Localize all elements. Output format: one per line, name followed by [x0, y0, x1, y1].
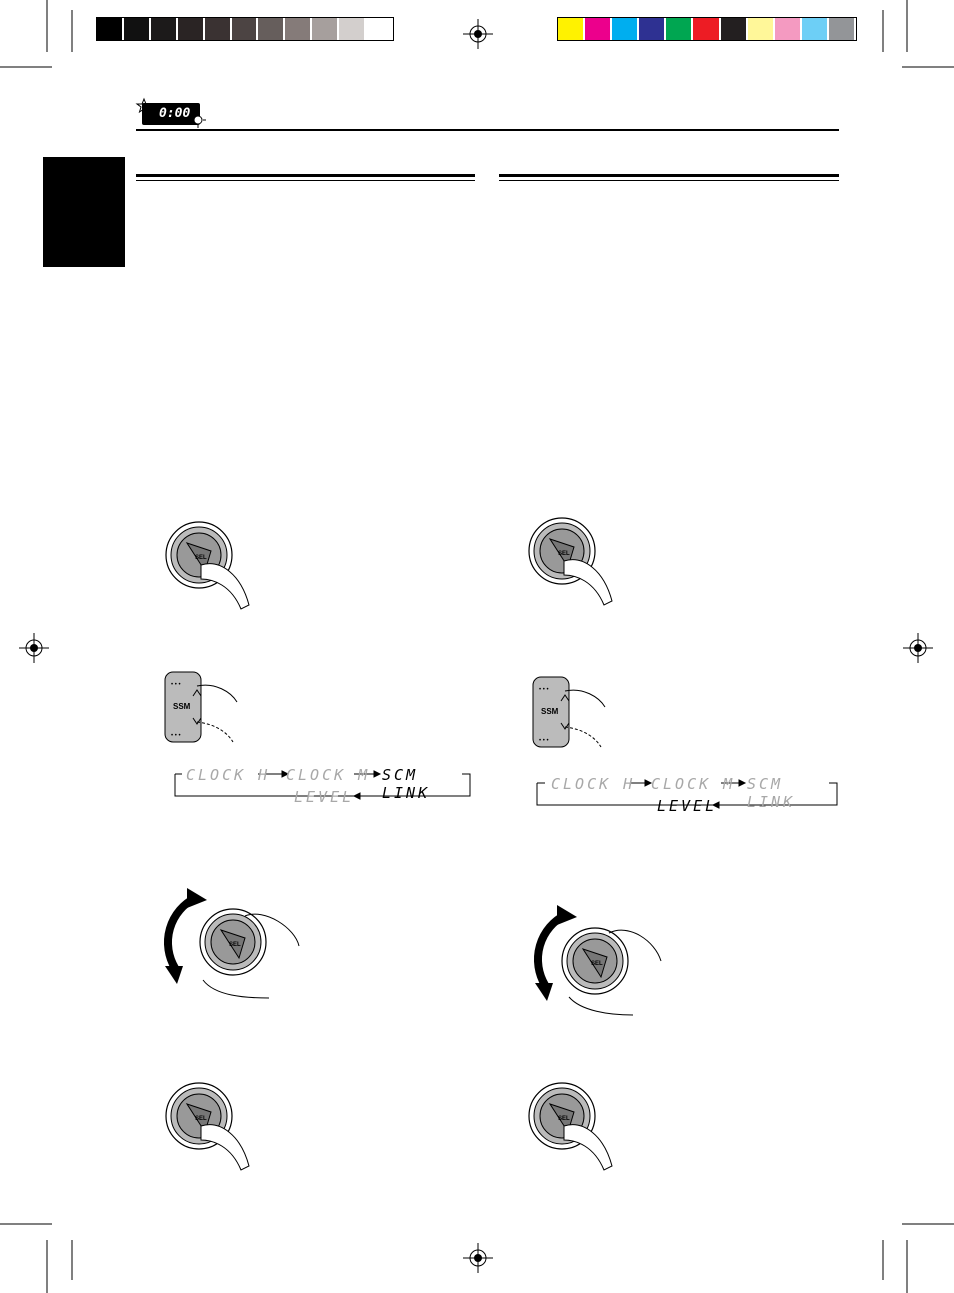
right-flow-diagram [535, 771, 840, 815]
right-flow-scm-link: SCM LINK [747, 775, 796, 811]
left-flow-clock-m: CLOCK M [286, 766, 371, 784]
left-section-rule-thin [136, 180, 475, 181]
gear-icon [190, 112, 206, 128]
left-flow-diagram [170, 762, 475, 806]
right-step1-press-knob [528, 517, 628, 607]
right-step4-press-knob [528, 1082, 628, 1172]
left-flow-level: LEVEL [294, 788, 355, 806]
left-section-rule [136, 174, 475, 177]
right-section-rule [499, 174, 839, 177]
left-flow-scm-link: SCM LINK [382, 766, 431, 802]
right-flow-clock-h: CLOCK H [551, 775, 636, 793]
registration-target-left [19, 633, 49, 663]
header-rule [136, 129, 839, 131]
left-step2-ssm-buttons [165, 672, 255, 752]
left-step4-press-knob [165, 1082, 265, 1172]
left-step3-rotate-knob [165, 888, 305, 998]
language-side-tab [43, 157, 125, 267]
registration-target-right [903, 633, 933, 663]
right-step3-rotate-knob [535, 905, 675, 1015]
clock-badge: 0:00 [142, 103, 200, 125]
registration-target-top [463, 19, 493, 49]
right-step2-ssm-buttons [533, 677, 623, 757]
left-step1-press-knob [165, 521, 265, 611]
right-flow-level: LEVEL [657, 797, 718, 815]
left-flow-clock-h: CLOCK H [186, 766, 271, 784]
right-section-rule-thin [499, 180, 839, 181]
registration-target-bottom [463, 1243, 493, 1273]
right-flow-clock-m: CLOCK M [651, 775, 736, 793]
